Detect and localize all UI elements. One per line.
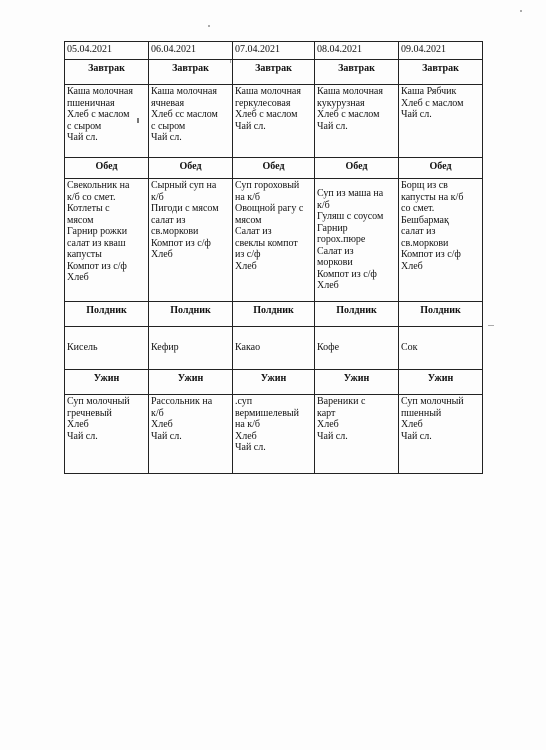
meal-header: Полдник <box>399 302 483 327</box>
date-cell: 05.04.2021 <box>65 42 149 60</box>
meal-header: Полдник <box>149 302 233 327</box>
meal-header: Завтрак <box>399 60 483 85</box>
dish-line: Хлеб <box>151 419 173 430</box>
meal-header: Ужин <box>149 370 233 395</box>
dish-line: карт <box>317 407 336 419</box>
dish-line: Суп гороховый <box>235 180 300 191</box>
dish-cell <box>65 327 149 370</box>
dish-line: Кофе <box>317 342 340 354</box>
dish-line: Пигоди с мясом <box>151 203 219 214</box>
dish-line: Кефир <box>151 342 179 354</box>
dish-line: Кисель <box>67 342 98 354</box>
meal-header: Ужин <box>65 370 149 395</box>
dish-line: кукурузная <box>317 97 365 109</box>
dish-line: Хлеб <box>401 260 423 272</box>
dish-line: Гарнир <box>317 222 348 234</box>
dish-line: пшеничная <box>67 97 115 109</box>
dish-cell <box>149 395 233 474</box>
meal-header: Завтрак <box>65 60 149 85</box>
dish-line: Каша молочная <box>235 86 301 97</box>
dish-line: Хлеб с маслом <box>235 109 298 120</box>
dish-line: с сыром <box>67 120 102 132</box>
breakfast-row <box>65 85 483 158</box>
dish-cell <box>399 327 483 370</box>
dish-line: мясом <box>235 214 262 226</box>
snack-header-row <box>65 302 483 327</box>
dish-line: мясом <box>67 214 94 226</box>
dish-line: Суп молочный <box>401 396 464 407</box>
dish-cell <box>315 327 399 370</box>
meal-header: Завтрак <box>149 60 233 85</box>
scan-speck <box>488 325 494 326</box>
dish-line: Хлеб <box>317 419 339 430</box>
dish-line: Чай сл. <box>317 430 348 442</box>
date-cell: 09.04.2021 <box>399 42 483 60</box>
menu-table <box>64 41 483 474</box>
dish-line: свеклы компот <box>235 237 298 249</box>
dish-line: на к/б <box>235 419 261 430</box>
meal-header: Полдник <box>315 302 399 327</box>
dish-line: с сыром <box>151 120 186 132</box>
dish-line: вермишелевый <box>235 407 299 419</box>
scan-speck <box>208 25 210 27</box>
meal-header: Полдник <box>233 302 315 327</box>
dish-cell <box>65 85 149 158</box>
dish-line: Хлеб <box>235 430 257 442</box>
dish-cell <box>399 179 483 302</box>
dish-line: Чай сл. <box>235 442 266 453</box>
date-cell: 08.04.2021 <box>315 42 399 60</box>
dish-line: Борщ из св <box>401 180 448 191</box>
dish-line: горох.пюре <box>317 234 366 246</box>
dish-line: Чай сл. <box>401 109 432 120</box>
meal-header: Обед <box>399 158 483 179</box>
dish-line: гречневый <box>67 407 112 419</box>
dish-line: Чай сл. <box>151 430 182 442</box>
dish-cell <box>233 85 315 158</box>
dish-cell <box>315 85 399 158</box>
dish-line: Хлеб <box>317 280 339 292</box>
dish-line: Компот из с/ф <box>67 260 127 272</box>
dish-line: Компот из с/ф <box>317 268 377 280</box>
dish-cell <box>315 395 399 474</box>
meal-header: Обед <box>65 158 149 179</box>
dish-line: Хлеб <box>67 419 89 430</box>
dish-line: Чай сл. <box>151 132 182 143</box>
dish-cell <box>399 395 483 474</box>
dish-line: Чай сл. <box>317 120 348 132</box>
meal-header: Обед <box>315 158 399 179</box>
snack-row <box>65 327 483 370</box>
dish-line: Котлеты с <box>67 203 110 214</box>
dish-cell <box>65 395 149 474</box>
dish-line: к/б со смет. <box>67 191 116 203</box>
dish-cell <box>65 179 149 302</box>
dish-line: Хлеб с маслом <box>317 109 380 120</box>
dish-line: салат из кваш <box>67 237 126 249</box>
dish-line: к/б <box>151 191 164 203</box>
date-row <box>65 42 483 60</box>
meal-header: Полдник <box>65 302 149 327</box>
scan-speck <box>520 10 522 12</box>
dish-line: Свекольник на <box>67 180 130 191</box>
dish-line: Чай сл. <box>67 430 98 442</box>
dish-cell <box>149 85 233 158</box>
dish-line: к/б <box>151 407 164 419</box>
meal-header: Ужин <box>315 370 399 395</box>
dish-line: Чай сл. <box>67 132 98 143</box>
dish-line: св.моркови <box>401 237 449 249</box>
dish-line: Компот из с/ф <box>401 249 461 260</box>
dish-line: Какао <box>235 342 261 354</box>
dish-line: Сок <box>401 342 418 354</box>
dish-line: салат из <box>401 226 436 237</box>
dish-line: салат из <box>151 214 186 226</box>
dish-line: Суп из маша на <box>317 188 384 200</box>
dish-line: Сырный суп на <box>151 180 217 191</box>
dish-line: геркулесовая <box>235 97 291 109</box>
meal-header: Завтрак <box>233 60 315 85</box>
dish-line: из с/ф <box>235 249 261 260</box>
dish-line: Чай сл. <box>401 430 432 442</box>
dish-line: Хлеб с маслом <box>401 97 464 109</box>
dish-line: Компот из с/ф <box>151 237 211 249</box>
dish-line: моркови <box>317 257 353 269</box>
dish-line: Бешбармақ <box>401 214 449 226</box>
dish-line: Салат из <box>317 245 354 257</box>
scan-speck <box>137 118 139 123</box>
dish-line: Гуляш с соусом <box>317 211 384 223</box>
dish-cell <box>399 85 483 158</box>
dish-line: капусты <box>67 249 102 260</box>
dish-line: Рассольник на <box>151 396 213 407</box>
meal-header: Ужин <box>399 370 483 395</box>
meal-header: Завтрак <box>315 60 399 85</box>
dish-line: Хлеб <box>67 272 89 283</box>
dish-cell <box>233 179 315 302</box>
dish-line: Салат из <box>235 226 272 237</box>
scan-speck <box>230 60 231 63</box>
dish-line: св.моркови <box>151 226 199 237</box>
meal-header: Обед <box>149 158 233 179</box>
supper-row <box>65 395 483 474</box>
dish-cell <box>233 395 315 474</box>
dish-line: Хлеб <box>151 249 173 260</box>
dish-line: на к/б <box>235 191 261 203</box>
dish-line: пшенный <box>401 407 442 419</box>
meal-header: Обед <box>233 158 315 179</box>
dish-line: Чай сл. <box>235 120 266 132</box>
dish-line: .суп <box>235 396 253 407</box>
dish-line: Гарнир рожки <box>67 226 128 237</box>
dish-line: со смет. <box>401 203 435 214</box>
date-cell: 06.04.2021 <box>149 42 233 60</box>
dish-line: капусты на к/б <box>401 191 464 203</box>
dish-line: Каша Рябчик <box>401 86 457 97</box>
dish-line: ячневая <box>151 97 185 109</box>
dish-line: Суп молочный <box>67 396 130 407</box>
dish-line: Каша молочная <box>317 86 383 97</box>
dish-cell <box>149 327 233 370</box>
dish-line: Хлеб сс маслом <box>151 109 218 120</box>
breakfast-header-row <box>65 60 483 85</box>
dish-line: Вареники с <box>317 396 366 407</box>
dish-cell <box>233 327 315 370</box>
dish-line: Хлеб <box>401 419 423 430</box>
dish-line: Овощной рагу с <box>235 203 304 214</box>
dish-line: Хлеб <box>235 260 257 272</box>
date-cell: 07.04.2021 <box>233 42 315 60</box>
lunch-header-row <box>65 158 483 179</box>
dish-line: Каша молочная <box>67 86 133 97</box>
lunch-row <box>65 179 483 302</box>
dish-line: Хлеб с маслом <box>67 109 130 120</box>
dish-line: к/б <box>317 199 330 211</box>
supper-header-row <box>65 370 483 395</box>
dish-cell <box>315 179 399 302</box>
meal-header: Ужин <box>233 370 315 395</box>
dish-cell <box>149 179 233 302</box>
dish-line: Каша молочная <box>151 86 217 97</box>
